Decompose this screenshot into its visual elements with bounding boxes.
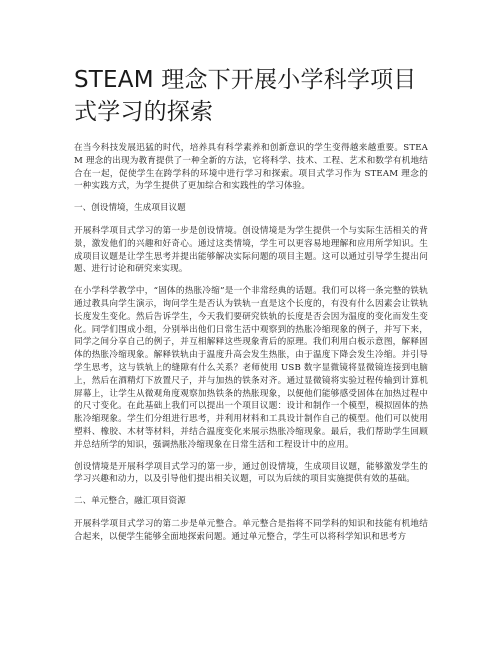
document-body	[74, 142, 428, 544]
title-spacer	[74, 128, 428, 142]
body-paragraph: 开展科学项目式学习的第二步是单元整合。单元整合是指将不同学科的知识和技能有机地结合起来，以便学生能够全面地探索问题。通过单元整合，学生可以将科学知识和思考方	[74, 518, 428, 542]
document-title: STEAM 理念下开展小学科学项目式学习的探索	[74, 67, 417, 125]
body-paragraph: 在当今科技发展迅猛的时代，培养具有科学素养和创新意识的学生变得越来越重要。STEAM 理念的出现为教育提供了一种全新的方法，它将科学、技术、工程、艺术和数学有机地结合在一起，促使学生在跨学科的环境中进行学习和探索。项目式学习作为 STEAM 理念的一种实践方式，为学生提供了更加综合和实践性的学习体验。	[74, 143, 428, 192]
body-paragraph: 在小学科学教学中，“固体的热胀冷缩”是一个非常经典的话题。我们可以将一条完整的铁轨通过教具向学生演示，询问学生是否认为铁轨一直是这个长度的，有没有什么因素会让铁轨长度发生变化。然后告诉学生，今天我们要研究铁轨的长度是否会因为温度的变化而发生变化。同学们围成小组，分别举出他们日常生活中观察到的热胀冷缩现象的例子，并写下来，同学之间分享自己的例子，并互相解释这些现象背后的原理。我们利用白板示意图，解释固体的热胀冷缩现象。解释铁轨由于温度升高会发生热胀，由于温度下降会发生冷缩。并引导学生思考，这与铁轨上的缝隙有什么关系？老师使用 USB 数字显微镜将显微镜连接到电脑上，然后在酒精灯下放置尺子，并与加热的铁条对齐。通过显微镜将实验过程传输到计算机屏幕上，让学生从微观角度观察加热铁条的热胀现象，以便他们能够感受固体在加热过程中的尺寸变化。在此基础上我们可以提出一个项目议题：设计和制作一个模型，模拟固体的热胀冷缩现象。学生们分组进行思考，并利用材料和工具设计制作自己的模型。他们可以使用塑料、橡胶、木材等材料，并结合温度变化来展示热胀冷缩现象。最后，我们帮助学生回顾并总结所学的知识，强调热胀冷缩现象在日常生活和工程设计中的应用。	[74, 286, 428, 450]
section-heading: 一、创设情境，生成项目议题	[74, 203, 186, 214]
body-paragraph: 创设情境是开展科学项目式学习的第一步，通过创设情境，生成项目议题，能够激发学生的学习兴趣和动力，以及引导他们提出相关议题，可以为后续的项目实施提供有效的基础。	[74, 461, 428, 485]
section-heading: 二、单元整合，融汇项目资源	[74, 496, 186, 507]
body-paragraph: 开展科学项目式学习的第一步是创设情境。创设情境是为学生提供一个与实际生活相关的背景，激发他们的兴趣和好奇心。通过这类情境，学生可以更容易地理解和应用所学知识。生成项目议题是让学生思考并提出能够解决实际问题的项目主题。这可以通过引导学生提出问题、进行讨论和研究来实现。	[74, 225, 428, 275]
